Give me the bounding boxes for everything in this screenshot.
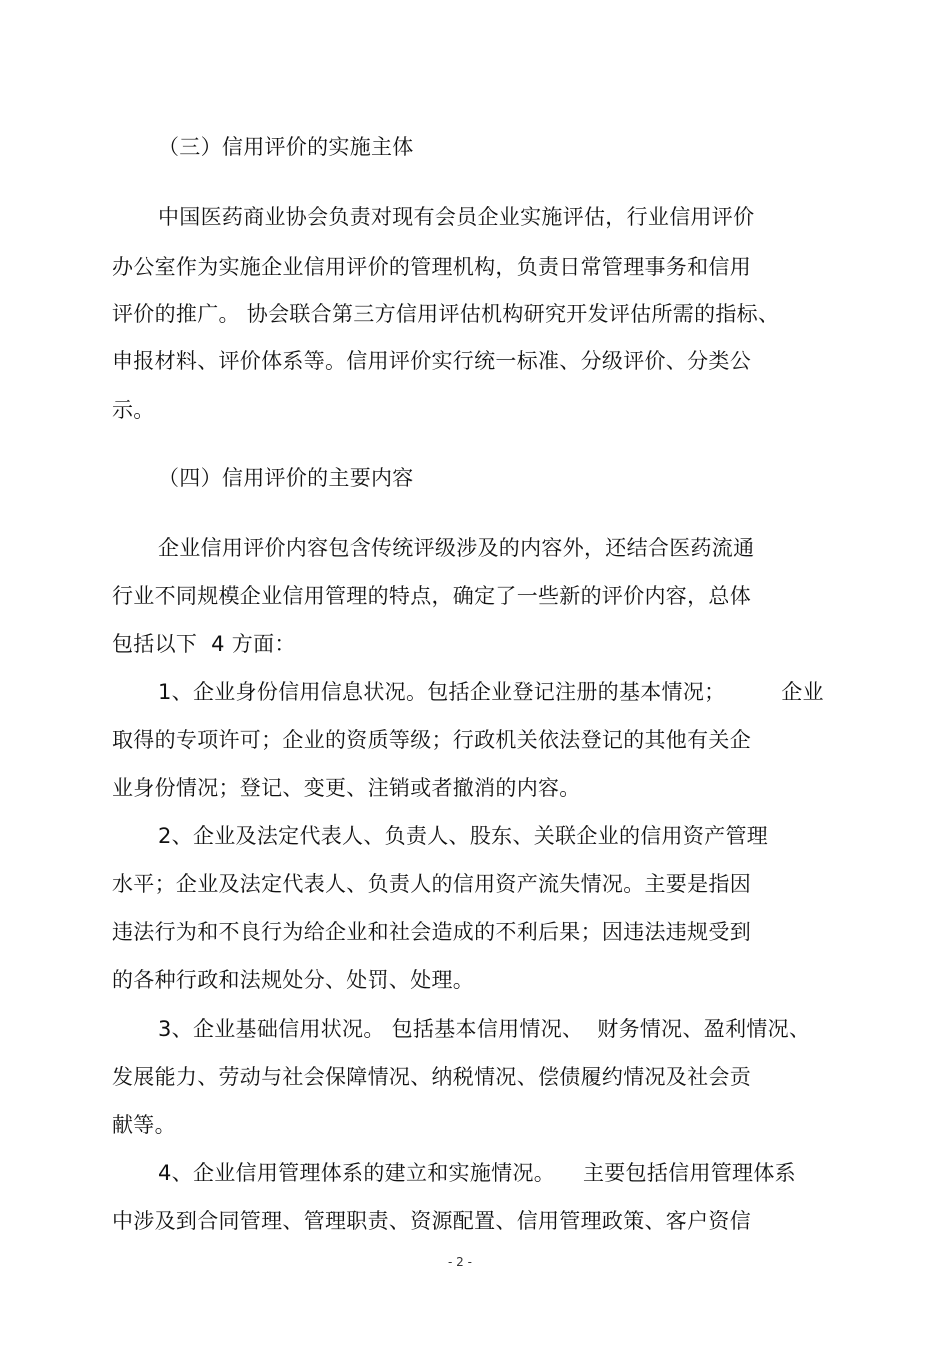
list-item-4-line: 4、企业信用管理体系的建立和实施情况。 主要包括信用管理体系 [158,1161,796,1185]
paragraph-line: 包括以下 4 方面： [112,632,296,656]
paragraph-line: 中国医药商业协会负责对现有会员企业实施评估，行业信用评价 [158,205,755,229]
page-number: - 2 - [448,1255,472,1269]
list-item-2-line: 水平；企业及法定代表人、负责人的信用资产流失情况。主要是指因 [112,872,751,896]
paragraph-line: 评价的推广。 协会联合第三方信用评估机构研究开发评估所需的指标、 [112,302,780,326]
section-heading-4: （四）信用评价的主要内容 [158,466,414,490]
list-item-1-line: 取得的专项许可；企业的资质等级；行政机关依法登记的其他有关企 [112,728,751,752]
paragraph-line: 办公室作为实施企业信用评价的管理机构，负责日常管理事务和信用 [112,255,751,279]
list-item-1-line: 业身份情况；登记、变更、注销或者撤消的内容。 [112,776,581,800]
list-item-2-line: 的各种行政和法规处分、处罚、处理。 [112,968,475,992]
paragraph-line: 企业信用评价内容包含传统评级涉及的内容外，还结合医药流通 [158,536,755,560]
list-item-4-line: 中涉及到合同管理、管理职责、资源配置、信用管理政策、客户资信 [112,1209,751,1233]
paragraph-line: 行业不同规模企业信用管理的特点，确定了一些新的评价内容，总体 [112,584,751,608]
list-item-3-line: 3、企业基础信用状况。 包括基本信用情况、 财务情况、盈利情况、 [158,1017,811,1041]
list-item-1-line: 1、企业身份信用信息状况。包括企业登记注册的基本情况； 企业 [158,680,824,704]
list-item-3-line: 献等。 [112,1113,176,1137]
section-heading-3: （三）信用评价的实施主体 [158,135,414,159]
list-item-2-line: 违法行为和不良行为给企业和社会造成的不利后果；因违法违规受到 [112,920,751,944]
list-item-3-line: 发展能力、劳动与社会保障情况、纳税情况、偿债履约情况及社会贡 [112,1065,751,1089]
list-item-2-line: 2、企业及法定代表人、负责人、股东、关联企业的信用资产管理 [158,824,769,848]
paragraph-line: 示。 [112,398,155,422]
paragraph-line: 申报材料、评价体系等。信用评价实行统一标准、分级评价、分类公 [112,349,751,373]
